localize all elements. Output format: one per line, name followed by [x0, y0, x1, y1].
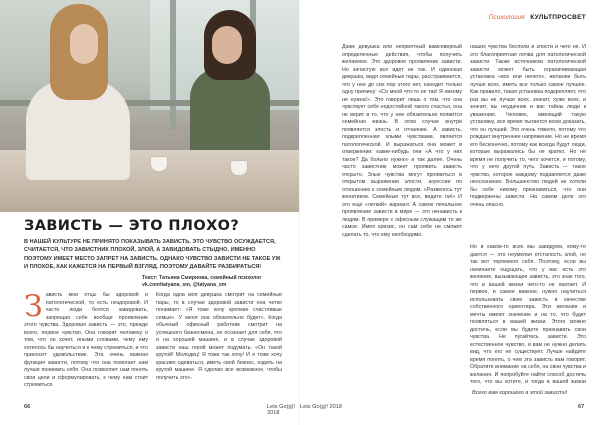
- text-column-1: [24, 289, 148, 390]
- page-number-right: 67: [578, 404, 585, 410]
- text-column-2: Когда одна моя девушка смотрит на семейные пары, то в случае здоровой зависти она четко понимает: «Я тоже хочу крепкие счастливые семьи». У меня она обязательно будет». Когда обычный офисный работник смотрит на успешного бизнесмена, он осознает для себя, что и на хорошей машине, и в случае здоровой зависти наш герой может подумать: «Он такой крутой! Молодец! Я тоже так хочу! И я тоже хочу красиво одеваться, иметь свой бизнес, ездить на крутой машине. Я сделаю все возможное, чтобы получить это».: [156, 292, 282, 381]
- text-column-5: Но в каком-то всех мы завидуем, кому-то дается — это неумелая отсталость злой, но так вот теряемого себя. Поэтому, если вы начинаете ощущать, что у вас есть это желание, вызывающее зависть, это знак того, что в вашей жизни чего-то не хватает. И первое, и самое важное, нужно научиться использовать свою зависть в качестве собственного ориентира. Эти желания и мечты имеют значение и на то, что будет появляться в вашей жизни. Этого можно достичь, если вы будете признавать свои чувства. Не пугайтесь зависти. Это естественное чувство, и вам не нужно делать вид, что его не существует. Лучше найдите время понять, о чем эта зависть вам говорит. Обратите внимание на себя, на свои чувства и желания. И попробуйте найти способ достичь того, что вы хотите, и тогда в вашей жизни: [470, 244, 586, 385]
- article-headline: ЗАВИСТЬ — ЭТО ПЛОХО?: [24, 218, 240, 234]
- article-byline: Текст: Татьяна Смирнова, семейный психолог vk.com/tatyana_sm, @tatyana_sm: [142, 275, 262, 289]
- photo-post: [170, 0, 176, 130]
- article-intro: В НАШЕЙ КУЛЬТУРЕ НЕ ПРИНЯТО ПОКАЗЫВАТЬ ЗАВИСТЬ. ЭТО ЧУВСТВО ОСУЖДАЕТСЯ, СЧИТАЕТСЯ, ЧТО ЗАВИСТНИК ПЛОХОЙ, ЗЛОЙ, А ЗАВИДОВАТЬ СТЫДНО. ИМЕННО ПОЭТОМУ ИМЕЕТ МЕСТО ЗАПРЕТ НА ЗАВИСТЬ. ОДНАКО ЧУВСТВО ЗАВИСТИ НЕ ТАКОЕ УЖ И ПЛОХОЕ, КАК КАЖЕТСЯ НА ПЕРВЫЙ ВЗГЛЯД. ПОЭТОМУ ДАВАЙТЕ РАЗБИРАТЬСЯ!: [24, 239, 281, 271]
- cafe-photo: [0, 0, 300, 212]
- page-number-left: 66: [24, 404, 31, 410]
- text-column-3: Даже девушка или неприятный вамсеверный определенные действия, чтобы получить желаемое. Это здоровое проявление зависти. Но зачастую все идет не так. И одинокая девушка, видя семейные пары, расстраивается, что у нее до сих пор этого нет, находит только одну причину: «Со мной что-то не так! Я никому не нужна!». Это говорит лишь о том, что она чувствует себя недостойной такого счастья, она не верит в то, что у нее обязательно появится семейная жизнь. В этом случае внутри появляется злость и отчаяние. А зависть, подкрепленная злыми чувствами, является патологической. И выражаться она может в отвержении: какие-нибудь они «А что у них такое? Да больно нужно» и так далее. Очень часто завистник может проявить зависть открыто. Злые чувства могут проявиться в открытом выражении злости, агрессии по отношению к семейным людям. «Развелось тут женатиков. Семейные тут все, видите ли!» И это еще «легкий» вариант. А самое печальное проявление зависти в мире — это ненависть к людям. В примере с офисным служащим то же самое. Имея кризис, он сам себе не сможет сделать то, что ему необходимо.: [342, 44, 462, 238]
- photo-cup: [230, 160, 248, 176]
- text-column-4: наших чувства бесполи и злости и чего не. И это благоприятная почва для патологической зависти. Также источником патологической зависти может быть ограничивающая установка «все или ничего», желание быть лучше всех, иметь все только самое лучшее. Как правило, такая установка подкрепляет, что раз вы не лучше всех, значит, хуже всех, и значит, вы неудачник и вас тайны люди к уважению. Человек, имеющий такую установку, все время пытается всем доказать, что он лучший. Это очень тяжело, потому что рождает внутреннее напряжение. Но не время его бесконечно, потому как всегда будут люди, которые выражались бы не кратко. Но не время не получить то, чего хочется, и потому, что у него другой путь. Зависть — такое чувство, которое каждому подавляется даже неосознанно. Большинство людей не хотели бы себе никому признаваться, что они подвержены зависти. На самом деле это очень опасно.: [470, 44, 586, 208]
- magazine-footer-left: Lets Go(g)! 2018: [267, 404, 295, 416]
- section-header: [489, 14, 586, 21]
- photo-cup: [150, 156, 168, 172]
- photo-woman-background: [190, 10, 280, 160]
- photo-woman-foreground: [12, 0, 132, 180]
- drop-cap: З: [24, 289, 43, 324]
- section-name: Психология: [488, 14, 525, 21]
- magazine-footer-right: Lets Go(g)! 2018: [300, 404, 342, 410]
- right-page: [300, 0, 600, 425]
- column-1-text: ависть мои отцы бы здоровой и патологической, то есть нездоровой. И часто люди боятся завидовать, запрещая себе вообще проявление этого чувства. Здоровая зависть — это, прежде всего, первое чувство. Она говорит человеку о том, что он хочет, иными словами, чему ему хотелось бы научиться и к чему стремиться, и что приносит удовольствие. Эта очень важная функция зависти, потому что она помогает нам лучше понимать себя. Она позволяет нам понять свои цели и сформулировать, к чему нам стоит стремиться.: [24, 292, 148, 388]
- article-signoff: Всего вам хорошего в этой зависти!: [472, 390, 568, 396]
- rubric-name: КУЛЬТПРОСВЕТ: [530, 14, 586, 21]
